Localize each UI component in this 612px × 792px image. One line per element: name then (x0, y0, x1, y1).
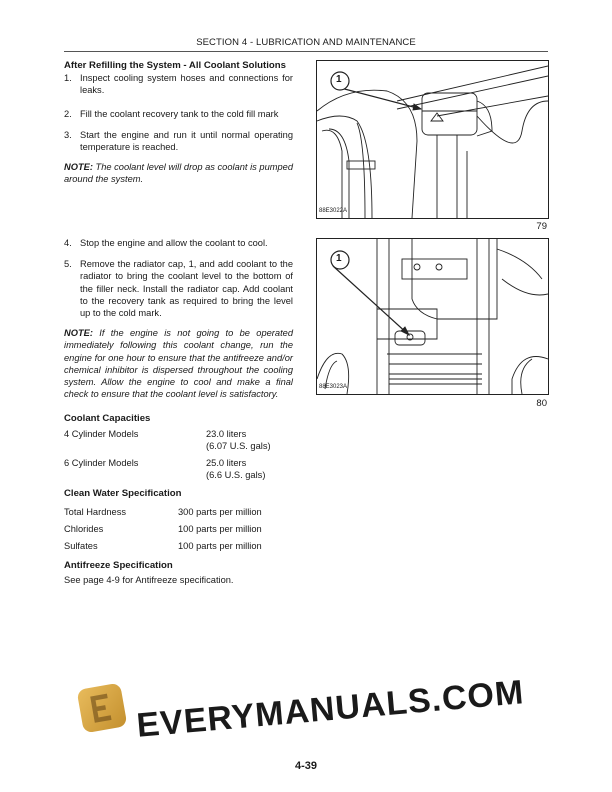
coolant-capacities-section (64, 413, 364, 586)
table-row (64, 506, 364, 518)
note-label: NOTE: (64, 328, 93, 339)
step-text: Stop the engine and allow the coolant to cool. (80, 238, 268, 248)
table-row (64, 540, 364, 552)
radiator-illustration (317, 239, 548, 394)
row-label: Sulfates (64, 541, 98, 552)
cool-down-and-specs-column (64, 237, 293, 587)
row-label: 6 Cylinder Models (64, 458, 139, 469)
step-text: Inspect cooling system hoses and connections for leaks. (80, 73, 293, 96)
watermark-text: EVERYMANUALS.COM (135, 673, 526, 745)
row-value: 300 parts per million (178, 506, 262, 517)
step-text: Start the engine and run it until normal operating temperature is reached. (80, 129, 293, 153)
list-item (64, 129, 293, 153)
list-item (64, 258, 293, 319)
section-heading: Clean Water Specification (64, 488, 182, 500)
step-number: 5. (64, 259, 72, 270)
step-number: 2. (64, 108, 72, 119)
section-heading: After Refilling the System - All Coolant Solutions (64, 60, 286, 71)
row-value: 23.0 liters (206, 428, 247, 439)
page-number: 4-39 (294, 760, 318, 772)
e-logo-icon (77, 683, 128, 734)
callout-number: 1 (336, 253, 342, 264)
note-label: NOTE: (64, 162, 93, 173)
list-item (64, 108, 293, 120)
callout-number: 1 (336, 74, 342, 85)
figure-number: 80 (536, 398, 547, 409)
coolant-tank-illustration (317, 61, 548, 218)
table-row (64, 523, 364, 535)
note-text: If the engine is not going to be operated immediately following this coolant change, run the engine for one hour to ensure that the antifreeze and/or chemical inhibitor is dispersed throughout the cooling system. Allow the engine to cool and make a final check to ensure that the coolant level is satisfactory. (64, 328, 293, 400)
figure-79-coolant-tank (316, 60, 549, 219)
cool-down-section (64, 237, 293, 400)
row-value: 100 parts per million (178, 541, 262, 552)
row-value: 100 parts per million (178, 523, 262, 534)
watermark (80, 672, 540, 748)
row-value-gallons: (6.07 U.S. gals) (206, 440, 271, 451)
step-number: 1. (64, 73, 72, 84)
header-divider (64, 51, 548, 52)
watermark-logo (77, 683, 128, 734)
row-label: Total Hardness (64, 506, 127, 517)
row-value-gallons: (6.6 U.S. gals) (206, 470, 266, 481)
antifreeze-text: See page 4-9 for Antifreeze specification. (64, 575, 234, 586)
step-text: Remove the radiator cap, 1, and add coolant to the radiator to bring the coolant level to the bottom of the filler neck. Install the radiator cap. Add coolant to the recovery tank as required to bring the level up to the cold mark. (80, 259, 293, 319)
list-item (64, 72, 293, 96)
figure-number: 79 (536, 221, 547, 232)
list-item (64, 237, 293, 249)
section-header: SECTION 4 - LUBRICATION AND MAINTENANCE (196, 37, 416, 48)
figure-code: 88E3023A (319, 384, 348, 390)
row-value: 25.0 liters (206, 458, 247, 469)
note (64, 161, 293, 185)
section-heading: Coolant Capacities (64, 413, 151, 425)
table-row (64, 428, 364, 452)
step-text: Fill the coolant recovery tank to the cold fill mark (80, 108, 279, 119)
row-label: 4 Cylinder Models (64, 428, 139, 439)
step-number: 3. (64, 129, 72, 140)
row-label: Chlorides (64, 523, 104, 534)
figure-code: 88E3022A (319, 208, 348, 214)
step-number: 4. (64, 238, 72, 248)
after-refilling-section (64, 60, 293, 186)
table-row (64, 457, 364, 481)
section-heading: Antifreeze Specification (64, 560, 173, 572)
note-text: The coolant level will drop as coolant is pumped around the system. (64, 162, 293, 185)
figure-80-radiator-cap (316, 238, 549, 395)
note (64, 327, 293, 400)
